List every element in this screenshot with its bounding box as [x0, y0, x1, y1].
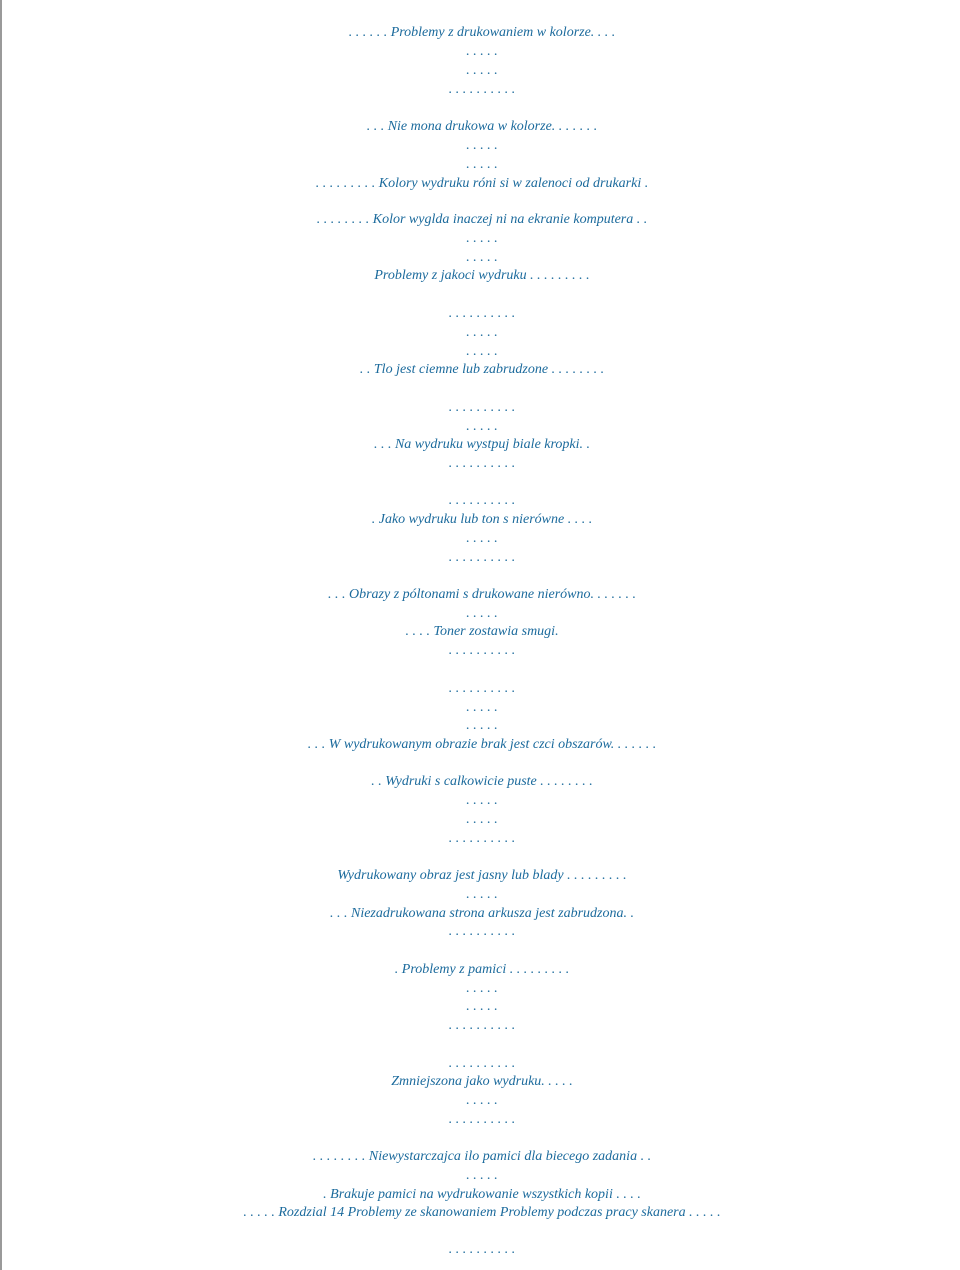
- toc-line: . . . . .: [466, 344, 498, 359]
- toc-line: Zmniejszona jako wydruku. . . . .: [391, 1074, 573, 1089]
- toc-line: . . . . . . . . . .: [448, 643, 516, 658]
- toc-line: . . . . . . . . . .: [448, 1018, 516, 1033]
- toc-line: . . . . . . Problemy z drukowaniem w kolorze. . . .: [348, 25, 616, 40]
- toc-line: . . . . . . . . . .: [448, 1112, 516, 1127]
- toc-line: . . . . . . . . . .: [448, 400, 516, 415]
- toc-line: . Problemy z pamici . . . . . . . . .: [394, 962, 570, 977]
- toc-line: . . . . . . . . . .: [448, 82, 516, 97]
- toc-line: . . . . .: [466, 981, 498, 996]
- toc-line: . . . . .: [466, 812, 498, 827]
- toc-line: . . . . .: [466, 419, 498, 434]
- toc-line: . . . . . . . . . .: [448, 924, 516, 939]
- toc-line: . Jako wydruku lub ton s nierówne . . . .: [371, 512, 593, 527]
- toc-line: . . . Niezadrukowana strona arkusza jest zabrudzona. .: [329, 906, 634, 921]
- toc-line: . . . . .: [466, 44, 498, 59]
- toc-line: . . . Nie mona drukowa w kolorze. . . . . . .: [366, 119, 598, 134]
- toc-line: . . . . .: [466, 700, 498, 715]
- toc-line: . Brakuje pamici na wydrukowanie wszystkich kopii . . . .: [323, 1187, 641, 1202]
- toc-line: . . . . .: [466, 325, 498, 340]
- toc-line: . . . . .: [466, 1093, 498, 1108]
- toc-line: . . . . .: [466, 157, 498, 172]
- toc-line: . . . . . . . . . .: [448, 306, 516, 321]
- toc-line: . . . . .: [466, 999, 498, 1014]
- toc-line: . . Wydruki s calkowicie puste . . . . . . . .: [371, 774, 593, 789]
- toc-line: . . . . Toner zostawia smugi.: [405, 624, 559, 639]
- toc-line: . . . . . . . . . .: [448, 456, 516, 471]
- toc-line: . . . . . . . . . .: [448, 550, 516, 565]
- toc-line: . . . . . . . . . .: [448, 1056, 516, 1071]
- toc-line: . . . . . . . . . .: [448, 493, 516, 508]
- toc-line: . . . Obrazy z póltonami s drukowane nierówno. . . . . . .: [328, 587, 636, 602]
- toc-line: . . . . . . . . . .: [448, 1242, 516, 1257]
- toc-line: Problemy z jakoci wydruku . . . . . . . . .: [374, 268, 590, 283]
- toc-line: . . . . .: [466, 606, 498, 621]
- toc-line: . . . . .: [466, 231, 498, 246]
- toc-line: . . . . .: [466, 250, 498, 265]
- toc-line: . . . . . . . . Kolor wyglda inaczej ni na ekranie komputera . .: [316, 212, 648, 227]
- toc-line: . . . . . Rozdzial 14 Problemy ze skanowaniem Problemy podczas pracy skanera . . . . .: [243, 1205, 721, 1220]
- toc-line: Wydrukowany obraz jest jasny lub blady . . . . . . . . .: [337, 868, 627, 883]
- toc-line: . . . W wydrukowanym obrazie brak jest czci obszarów. . . . . . .: [307, 737, 657, 752]
- toc-line: . . . . .: [466, 887, 498, 902]
- toc-line: . . . . .: [466, 63, 498, 78]
- toc-line: . . . . . . . . Niewystarczajca ilo pamici dla biecego zadania . .: [312, 1149, 652, 1164]
- toc-line: . . . . .: [466, 793, 498, 808]
- toc-line: . . Tlo jest ciemne lub zabrudzone . . . . . . . .: [359, 362, 605, 377]
- toc-line: . . . . . . . . . .: [448, 681, 516, 696]
- toc-line: . . . . .: [466, 718, 498, 733]
- toc-line: . . . . .: [466, 531, 498, 546]
- toc-line: . . . . . . . . . .: [448, 831, 516, 846]
- toc-line: . . . . . . . . . Kolory wydruku róni si w zalenoci od drukarki .: [315, 176, 649, 191]
- toc-line: . . . . .: [466, 138, 498, 153]
- toc-line: . . . . .: [466, 1168, 498, 1183]
- toc-line: . . . Na wydruku wystpuj biale kropki. .: [373, 437, 591, 452]
